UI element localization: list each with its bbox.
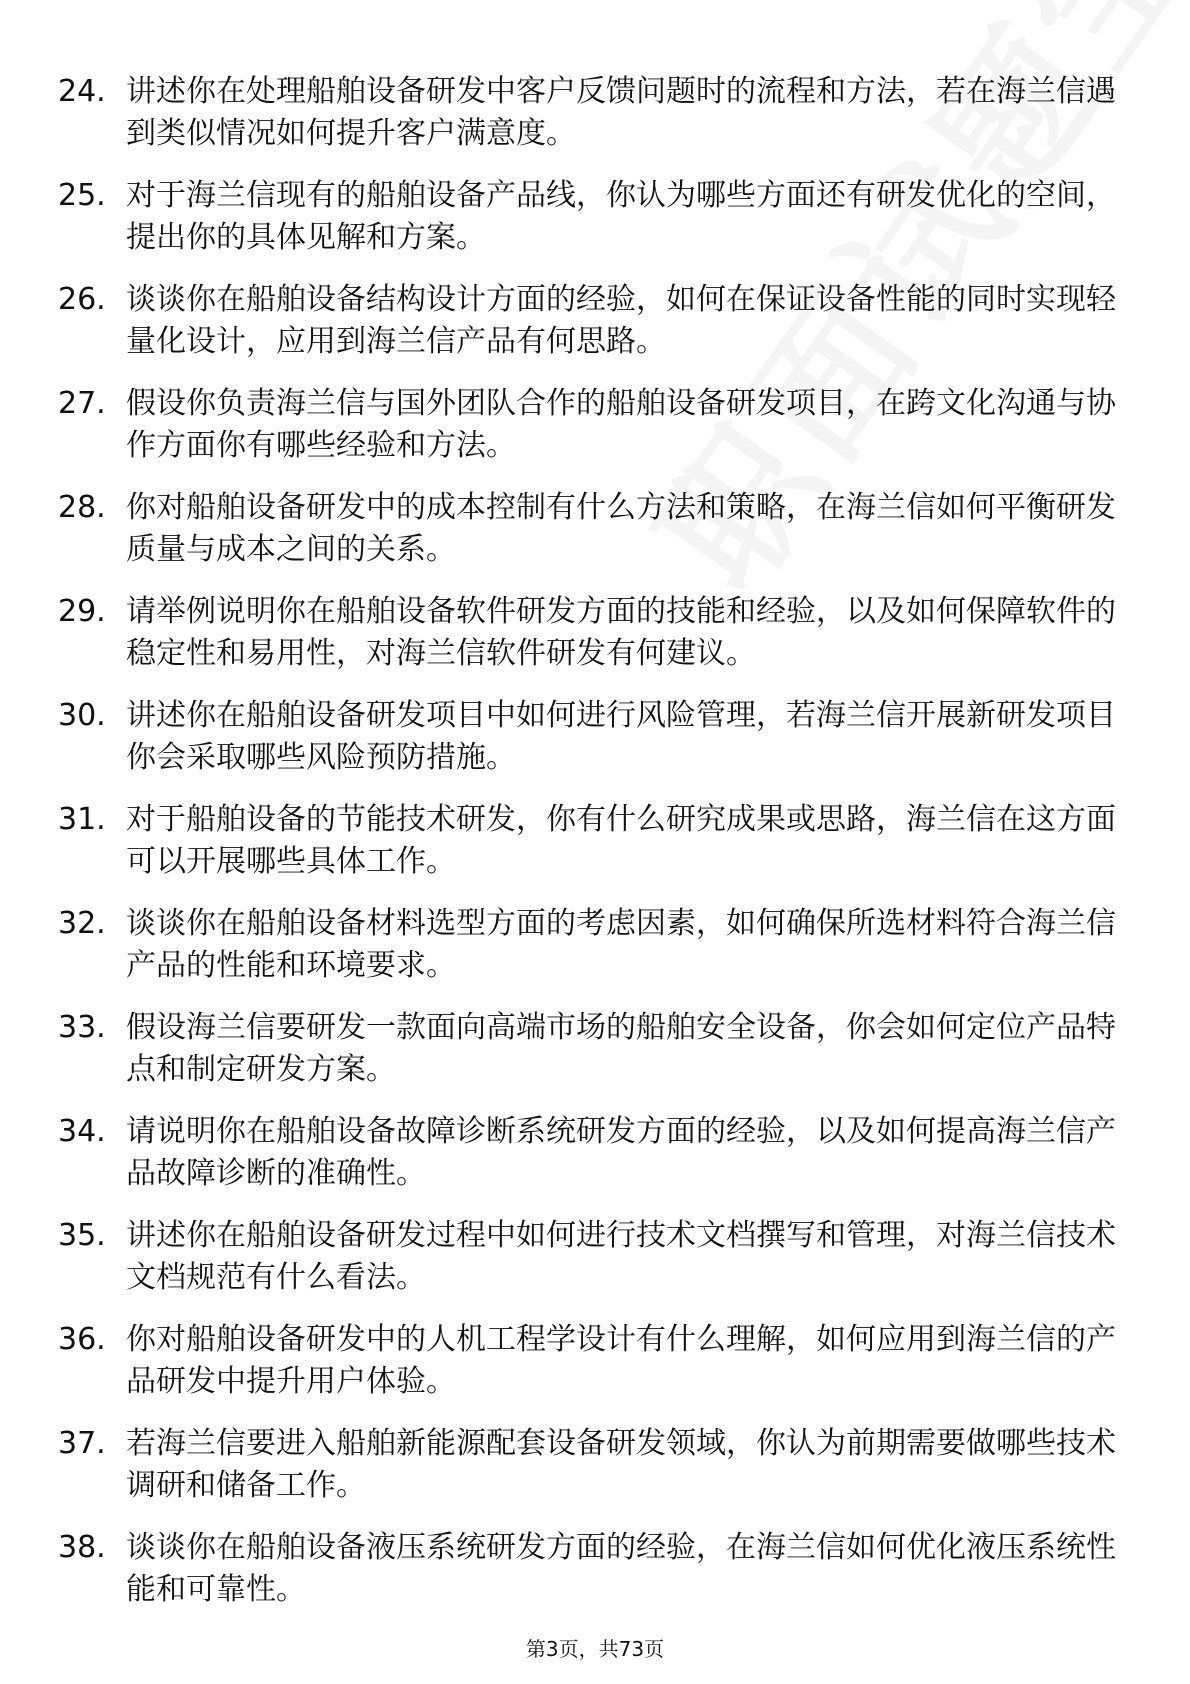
question-number: 29.: [58, 594, 106, 629]
question-text: 讲述你在船舶设备研发过程中如何进行技术文档撰写和管理，对海兰信技术文档规范有什么看法。: [126, 1218, 1116, 1295]
list-item: [58, 385, 1118, 489]
list-item: [58, 697, 1118, 801]
question-text: 你对船舶设备研发中的成本控制有什么方法和策略，在海兰信如何平衡研发质量与成本之间的关系。: [126, 490, 1116, 567]
list-item: [58, 1321, 1118, 1425]
list-item: [58, 1113, 1118, 1217]
question-number: 26.: [58, 282, 106, 317]
question-text: 讲述你在船舶设备研发项目中如何进行风险管理，若海兰信开展新研发项目你会采取哪些风险预防措施。: [126, 698, 1116, 775]
question-number: 38.: [58, 1530, 106, 1565]
question-text: 讲述你在处理船舶设备研发中客户反馈问题时的流程和方法，若在海兰信遇到类似情况如何提升客户满意度。: [126, 74, 1116, 151]
question-text: 假设你负责海兰信与国外团队合作的船舶设备研发项目，在跨文化沟通与协作方面你有哪些经验和方法。: [126, 386, 1116, 463]
question-number: 24.: [58, 74, 106, 109]
question-number: 36.: [58, 1322, 106, 1357]
question-number: 32.: [58, 906, 106, 941]
list-item: [58, 1217, 1118, 1321]
list-item: [58, 1425, 1118, 1529]
list-item: [58, 801, 1118, 905]
question-number: 28.: [58, 490, 106, 525]
question-text: 对于船舶设备的节能技术研发，你有什么研究成果或思路，海兰信在这方面可以开展哪些具体工作。: [126, 802, 1116, 879]
question-text: 谈谈你在船舶设备液压系统研发方面的经验，在海兰信如何优化液压系统性能和可靠性。: [126, 1530, 1116, 1607]
question-text: 谈谈你在船舶设备结构设计方面的经验，如何在保证设备性能的同时实现轻量化设计，应用到海兰信产品有何思路。: [126, 282, 1116, 359]
question-number: 35.: [58, 1218, 106, 1253]
question-number: 30.: [58, 698, 106, 733]
list-item: [58, 1529, 1118, 1633]
list-item: [58, 177, 1118, 281]
question-number: 27.: [58, 386, 106, 421]
list-item: [58, 73, 1118, 177]
question-text: 假设海兰信要研发一款面向高端市场的船舶安全设备，你会如何定位产品特点和制定研发方案。: [126, 1010, 1116, 1087]
list-item: [58, 489, 1118, 593]
question-number: 34.: [58, 1114, 106, 1149]
question-number: 31.: [58, 802, 106, 837]
list-item: [58, 1009, 1118, 1113]
question-text: 对于海兰信现有的船舶设备产品线，你认为哪些方面还有研发优化的空间，提出你的具体见解和方案。: [126, 178, 1116, 255]
list-item: [58, 281, 1118, 385]
question-number: 37.: [58, 1426, 106, 1461]
question-text: 若海兰信要进入船舶新能源配套设备研发领域，你认为前期需要做哪些技术调研和储备工作。: [126, 1426, 1116, 1503]
question-text: 你对船舶设备研发中的人机工程学设计有什么理解，如何应用到海兰信的产品研发中提升用户体验。: [126, 1322, 1116, 1399]
list-item: [58, 905, 1118, 1009]
list-item: [58, 593, 1118, 697]
question-text: 请说明你在船舶设备故障诊断系统研发方面的经验，以及如何提高海兰信产品故障诊断的准确性。: [126, 1114, 1116, 1191]
question-list: [58, 73, 1118, 1633]
question-text: 请举例说明你在船舶设备软件研发方面的技能和经验，以及如何保障软件的稳定性和易用性，对海兰信软件研发有何建议。: [126, 594, 1116, 671]
page-footer: 第3页，共73页: [525, 1637, 665, 1661]
question-number: 25.: [58, 178, 106, 213]
question-number: 33.: [58, 1010, 106, 1045]
question-text: 谈谈你在船舶设备材料选型方面的考虑因素，如何确保所选材料符合海兰信产品的性能和环境要求。: [126, 906, 1116, 983]
